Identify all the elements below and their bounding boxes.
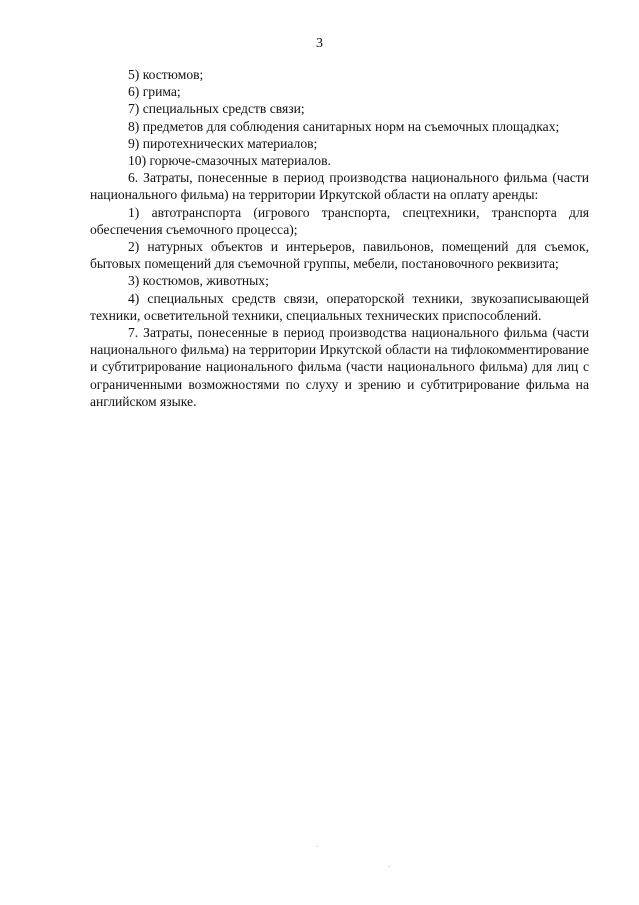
document-body [90,66,589,410]
section-6-heading-paragraph: 6. Затраты, понесенные в период производства национального фильма (части национального фильма) на территории Иркутской области на оплату аренды: [90,170,589,203]
scan-artifact [316,846,318,847]
list-item-costumes-animals: 3) костюмов, животных; [128,273,269,289]
list-item-fuel-lubricants: 10) горюче-смазочных материалов. [128,153,331,169]
list-item-technical-equipment: 4) специальных средств связи, операторской техники, звукозаписывающей техники, осветительной техники, специальных технических приспособлений. [90,290,589,323]
list-item-vehicles: 1) автотранспорта (игрового транспорта, спецтехники, транспорта для обеспечения съемочного процесса); [90,204,589,237]
list-item-pyrotechnics: 9) пиротехнических материалов; [128,135,318,151]
page-number: 3 [316,36,323,51]
scan-artifact [388,866,390,867]
list-item-locations: 2) натурных объектов и интерьеров, павильонов, помещений для съемок, бытовых помещений для съемочной группы, мебели, постановочного реквизита; [90,239,589,272]
list-item-costumes: 5) костюмов; [128,67,204,82]
list-item-sanitary-items: 8) предметов для соблюдения санитарных норм на съемочных площадках; [128,118,560,134]
list-item-communication-means: 7) специальных средств связи; [128,101,305,117]
section-7-paragraph: 7. Затраты, понесенные в период производства национального фильма (части национального фильма) на территории Иркутской области на тифлокомментирование и субтитрирование национального фильма (части национального фильма) для лиц с ограниченными возможностями по слуху и зрению и субтитрирование фильма на английском языке. [90,325,589,409]
list-item-makeup: 6) грима; [128,84,181,100]
